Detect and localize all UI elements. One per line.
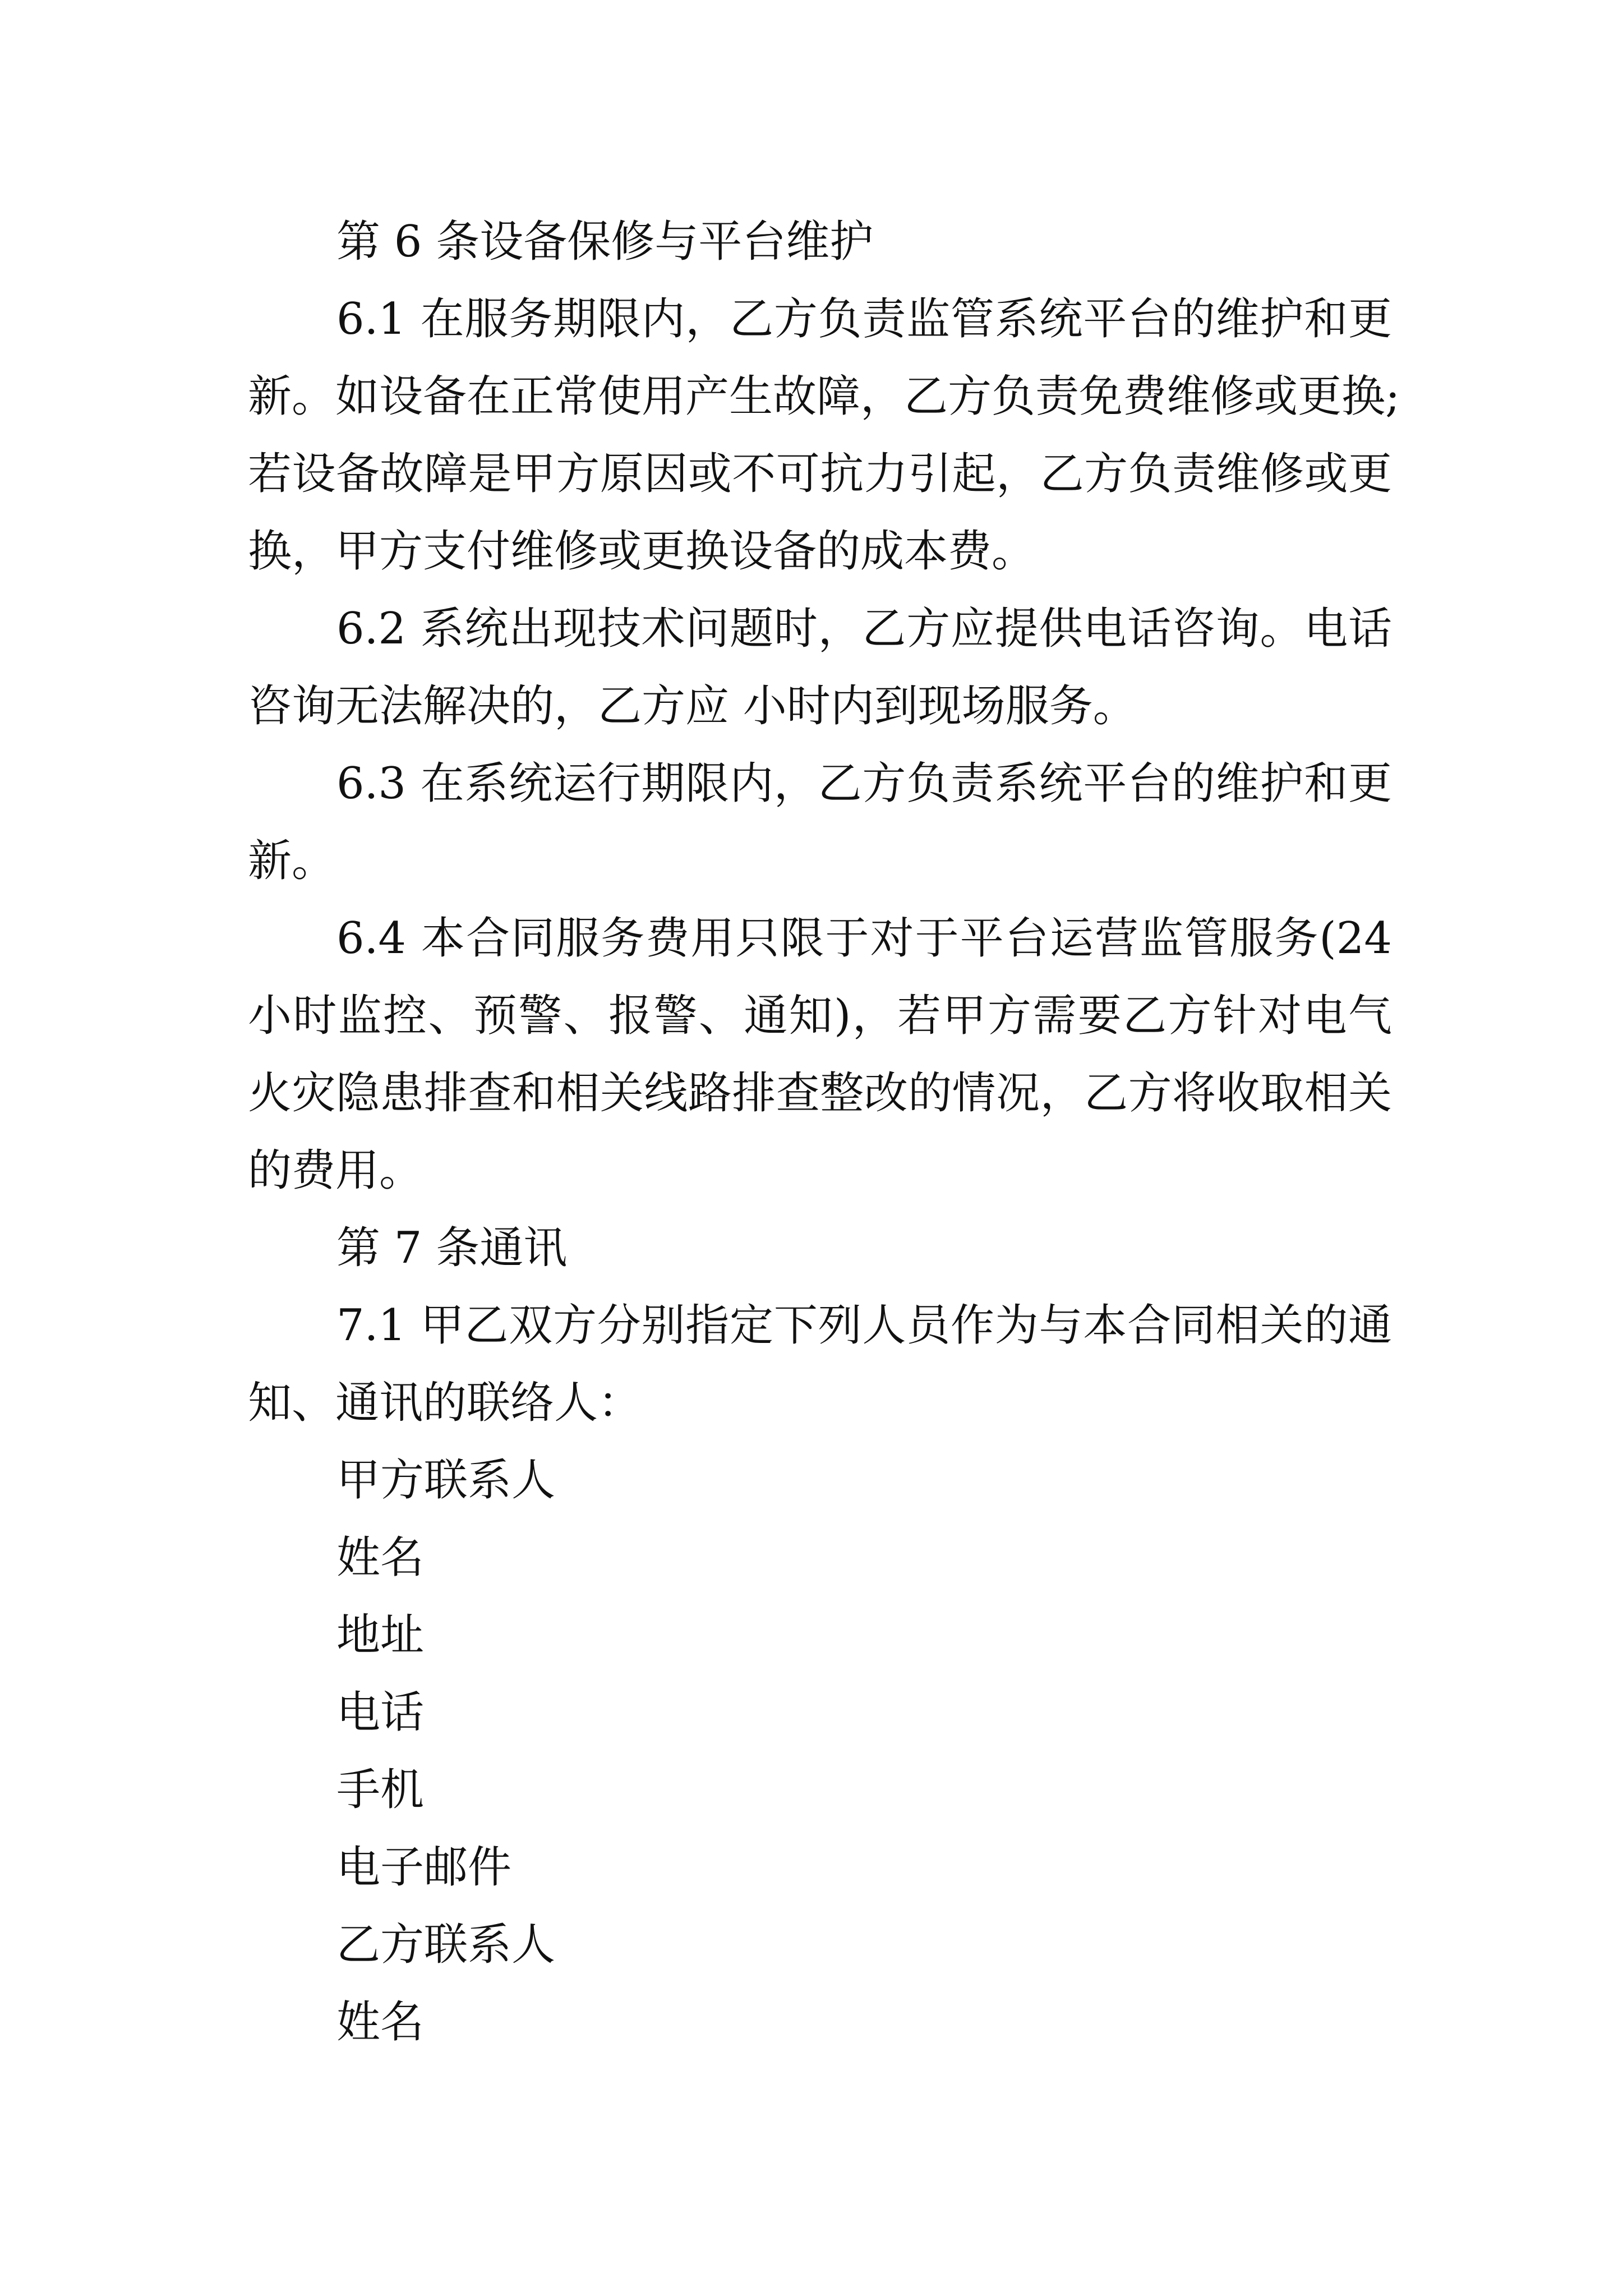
clause-6-3-line-1: 6.3 在系统运行期限内，乙方负责系统平台的维护和更 — [336, 758, 1392, 809]
party-a-address-label: 地址 — [336, 1610, 425, 1660]
clause-6-4-line-2: 小时监控、预警、报警、通知)，若甲方需要乙方针对电气 — [248, 991, 1392, 1041]
clause-7-1-line-1: 7.1 甲乙双方分别指定下列人员作为与本合同相关的通 — [336, 1300, 1392, 1351]
clause-6-2-line-2: 咨询无法解决的，乙方应 小时内到现场服务。 — [248, 681, 1137, 731]
clause-6-1-line-1: 6.1 在服务期限内，乙方负责监管系统平台的维护和更 — [336, 294, 1392, 344]
clause-6-1-line-4: 换，甲方支付维修或更换设备的成本费。 — [248, 526, 1036, 577]
party-a-phone-label: 电话 — [336, 1687, 425, 1738]
clause-6-4-line-4: 的费用。 — [248, 1145, 423, 1196]
party-b-contact-heading: 乙方联系人 — [336, 1920, 556, 1970]
party-a-name-label: 姓名 — [336, 1533, 425, 1583]
party-a-email-label: 电子邮件 — [336, 1842, 512, 1893]
clause-6-3-line-2: 新。 — [248, 836, 336, 886]
party-a-contact-heading: 甲方联系人 — [336, 1455, 556, 1506]
clause-6-2-line-1: 6.2 系统出现技术问题时，乙方应提供电话咨询。电话 — [336, 604, 1392, 654]
section-6-heading: 第 6 条设备保修与平台维护 — [336, 217, 874, 267]
clause-6-1-line-2: 新。如设备在正常使用产生故障，乙方负责免费维修或更换; — [248, 371, 1400, 422]
clause-6-1-line-3: 若设备故障是甲方原因或不可抗力引起，乙方负责维修或更 — [248, 449, 1392, 499]
section-7-heading: 第 7 条通讯 — [336, 1223, 568, 1273]
clause-7-1-line-2: 知、通讯的联络人： — [248, 1378, 642, 1428]
clause-6-4-line-1: 6.4 本合同服务费用只限于对于平台运营监管服务(24 — [336, 913, 1392, 964]
clause-6-4-line-3: 火灾隐患排查和相关线路排查整改的情况，乙方将收取相关 — [248, 1068, 1392, 1119]
party-a-mobile-label: 手机 — [336, 1765, 425, 1815]
party-b-name-label: 姓名 — [336, 1997, 425, 2047]
